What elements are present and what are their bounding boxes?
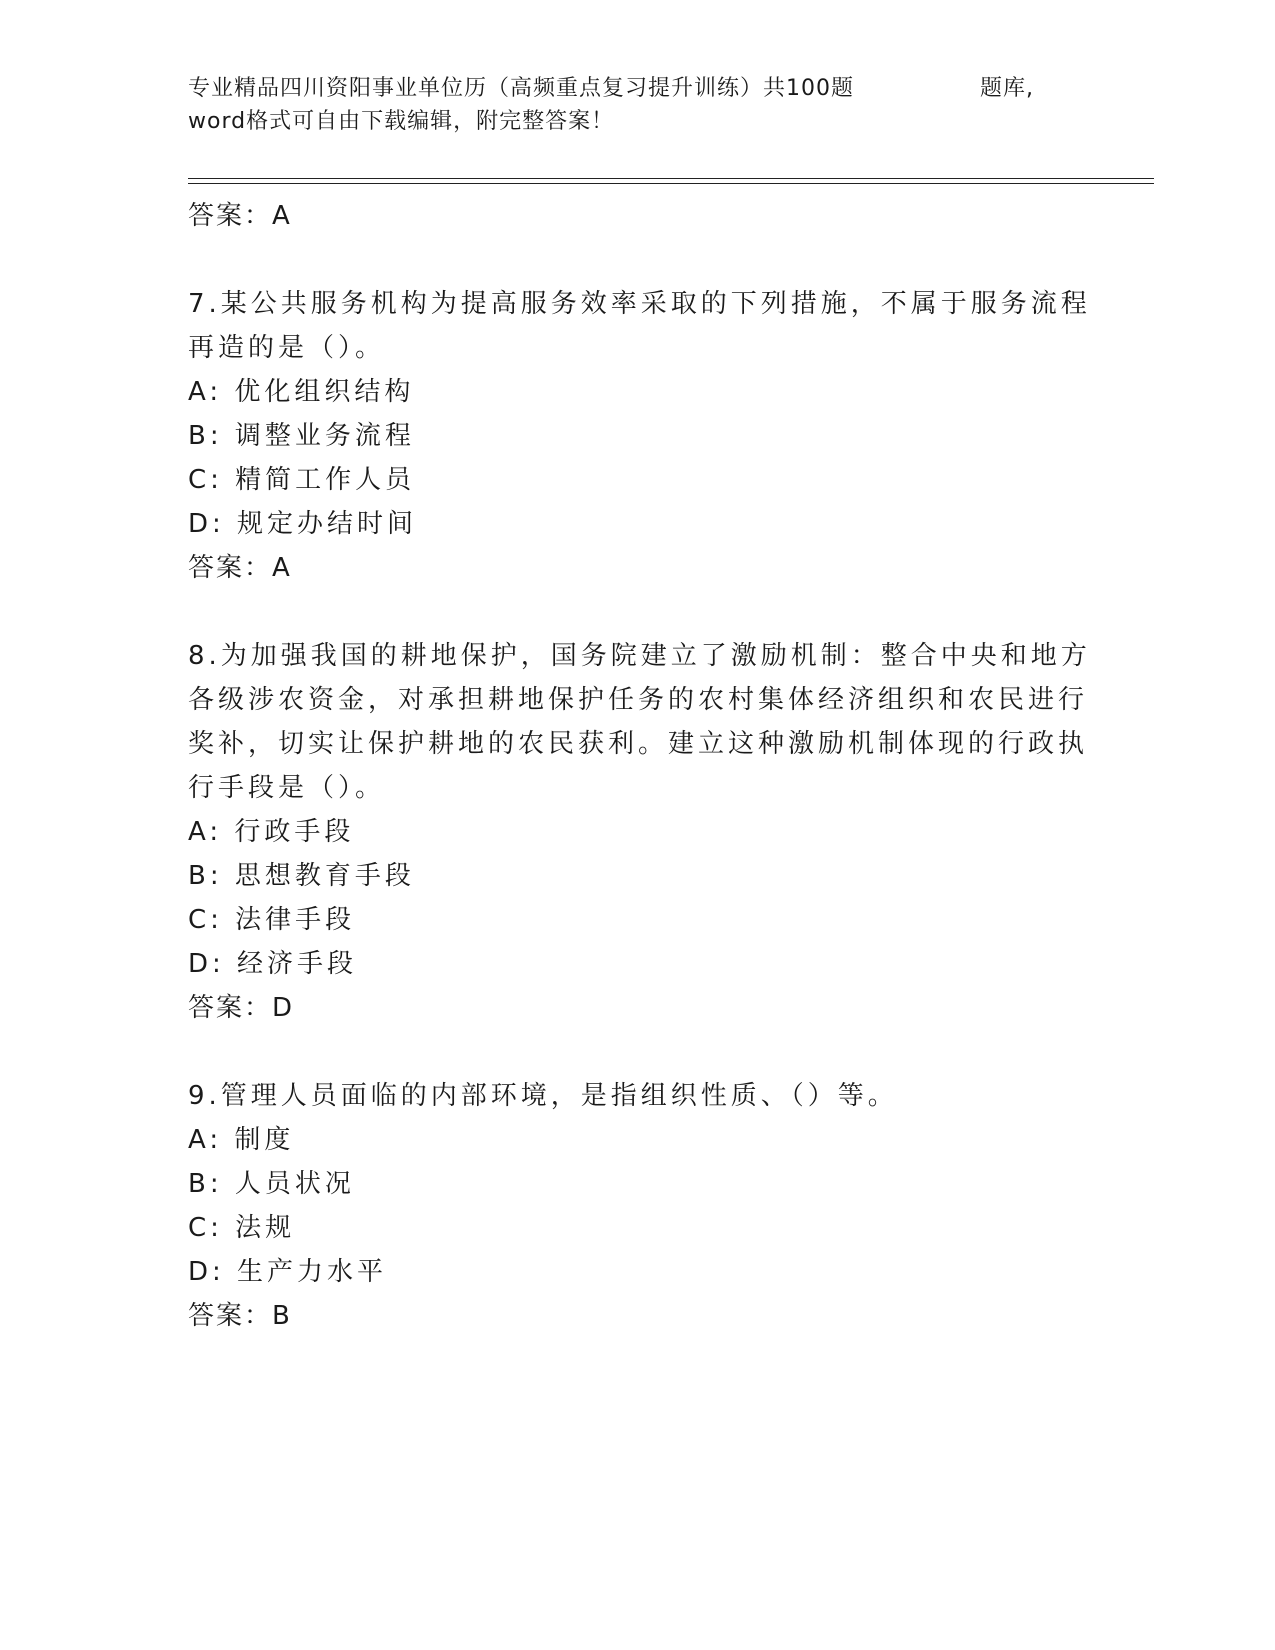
- option-b: B: 调整业务流程: [188, 421, 415, 451]
- option-c: C: 法规: [188, 1213, 296, 1243]
- option-a: A: 行政手段: [188, 817, 355, 847]
- header-line-1: [188, 72, 1058, 105]
- option-b: B: 思想教育手段: [188, 861, 415, 891]
- option-d: D: 经济手段: [188, 949, 358, 979]
- question-stem-line: 奖补，切实让保护耕地的农民获利。建立这种激励机制体现的行政执: [188, 729, 1089, 759]
- option-d: D: 生产力水平: [188, 1257, 388, 1287]
- header-rule-top: [188, 178, 1154, 179]
- option-a: A: 制度: [188, 1125, 295, 1155]
- answer-label: 答案：D: [188, 993, 295, 1023]
- header-rule-bottom: [188, 183, 1154, 184]
- option-a: A: 优化组织结构: [188, 377, 415, 407]
- answer-label: 答案：A: [188, 553, 292, 583]
- answer-label: 答案：B: [188, 1301, 292, 1331]
- question-stem-line: 7.某公共服务机构为提高服务效率采取的下列措施，不属于服务流程: [188, 289, 1091, 319]
- question-stem-line: 再造的是（）。: [188, 333, 386, 363]
- document-header: [188, 72, 1058, 138]
- question-stem-line: 8.为加强我国的耕地保护，国务院建立了激励机制：整合中央和地方: [188, 641, 1091, 671]
- option-d: D: 规定办结时间: [188, 509, 418, 539]
- question-stem-line: 行手段是（）。: [188, 773, 386, 803]
- header-title-suffix: 题库,: [980, 76, 1034, 101]
- question-stem-line: 各级涉农资金，对承担耕地保护任务的农村集体经济组织和农民进行: [188, 685, 1089, 715]
- option-b: B: 人员状况: [188, 1169, 355, 1199]
- answer-label: 答案：A: [188, 201, 292, 231]
- question-stem-line: 9.管理人员面临的内部环境，是指组织性质、（）等。: [188, 1081, 898, 1111]
- option-c: C: 法律手段: [188, 905, 356, 935]
- option-c: C: 精简工作人员: [188, 465, 416, 495]
- header-title: 专业精品四川资阳事业单位历（高频重点复习提升训练）共100题: [188, 76, 854, 101]
- header-line-2: word格式可自由下载编辑，附完整答案！: [188, 109, 615, 134]
